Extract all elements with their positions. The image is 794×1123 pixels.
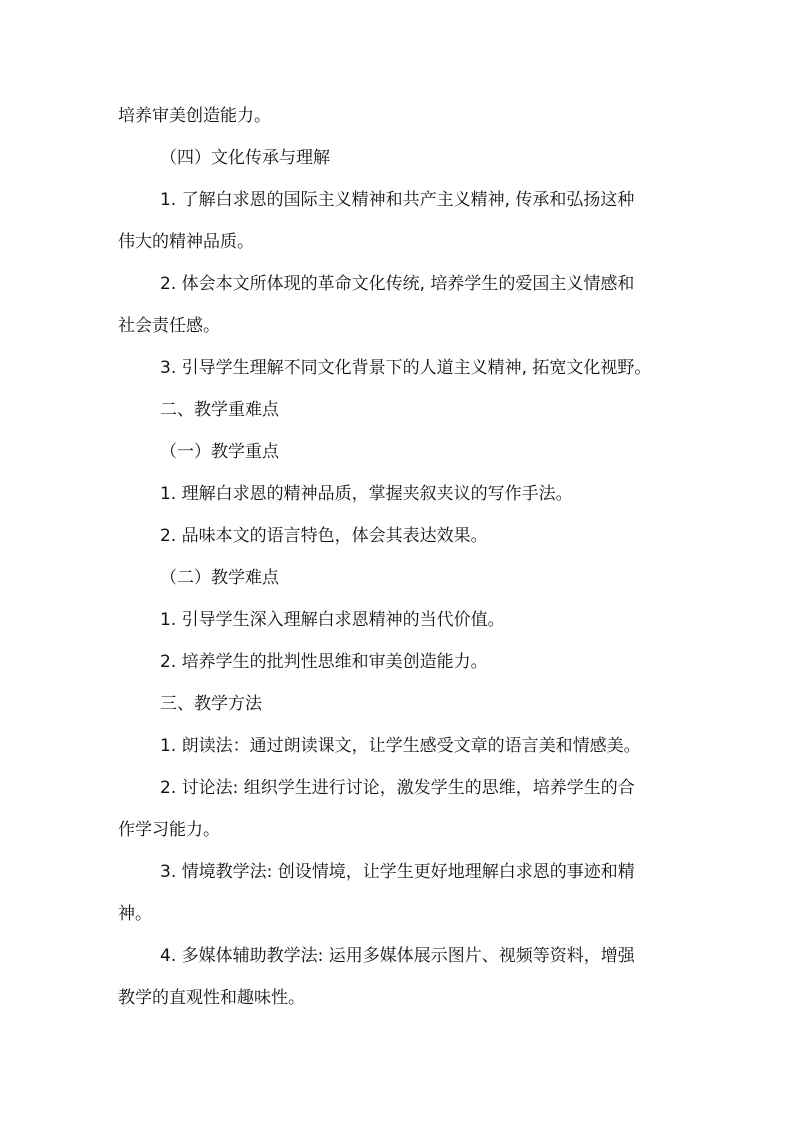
subsection-heading-difficulty: （二）教学难点 bbox=[160, 568, 279, 588]
section-heading-culture: （四）文化传承与理解 bbox=[160, 148, 330, 168]
text-line: 2. 培养学生的批判性思维和审美创造能力。 bbox=[160, 652, 488, 672]
text-line: 作学习能力。 bbox=[118, 820, 220, 840]
text-line: 1. 朗读法：通过朗读课文，让学生感受文章的语言美和情感美。 bbox=[160, 736, 641, 756]
text-line: 1. 了解白求恩的国际主义精神和共产主义精神, 传承和弘扬这种 bbox=[160, 190, 635, 210]
text-line: 4. 多媒体辅助教学法: 运用多媒体展示图片、视频等资料，增强 bbox=[160, 946, 635, 966]
text-line: 培养审美创造能力。 bbox=[118, 106, 271, 126]
text-line: 2. 体会本文所体现的革命文化传统, 培养学生的爱国主义情感和 bbox=[160, 274, 635, 294]
text-line: 神。 bbox=[118, 904, 152, 924]
text-line: 2. 品味本文的语言特色，体会其表达效果。 bbox=[160, 526, 488, 546]
section-heading-key-points: 二、教学重难点 bbox=[160, 400, 279, 420]
subsection-heading-focus: （一）教学重点 bbox=[160, 442, 279, 462]
text-line: 社会责任感。 bbox=[118, 316, 220, 336]
text-line: 2. 讨论法: 组织学生进行讨论，激发学生的思维，培养学生的合 bbox=[160, 778, 635, 798]
text-line: 3. 引导学生理解不同文化背景下的人道主义精神, 拓宽文化视野。 bbox=[160, 358, 652, 378]
text-line: 1. 理解白求恩的精神品质，掌握夹叙夹议的写作手法。 bbox=[160, 484, 573, 504]
section-heading-methods: 三、教学方法 bbox=[160, 694, 262, 714]
text-line: 3. 情境教学法: 创设情境，让学生更好地理解白求恩的事迹和精 bbox=[160, 862, 635, 882]
text-line: 1. 引导学生深入理解白求恩精神的当代价值。 bbox=[160, 610, 505, 630]
text-line: 伟大的精神品质。 bbox=[118, 232, 254, 252]
text-line: 教学的直观性和趣味性。 bbox=[118, 988, 305, 1008]
